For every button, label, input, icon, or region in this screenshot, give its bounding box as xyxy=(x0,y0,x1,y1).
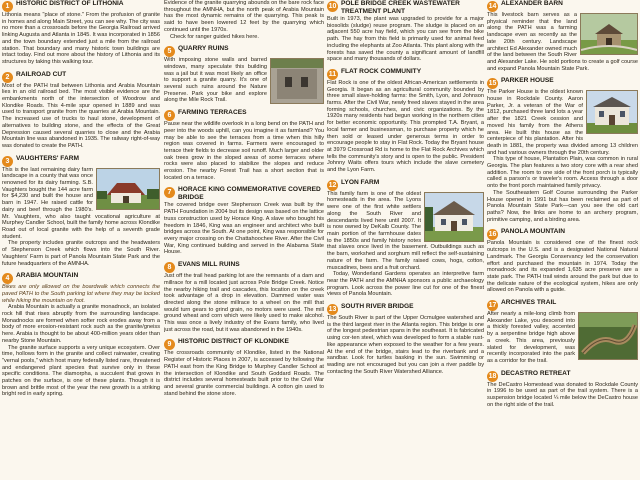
marker-number: 13 xyxy=(328,306,337,314)
entry-decastro-retreat xyxy=(487,370,638,409)
entry-title: DECASTRO RETREAT xyxy=(501,369,571,377)
entry-evans-mill-ruins xyxy=(164,261,324,333)
entry-title: HISTORIC DISTRICT OF KLONDIKE xyxy=(178,338,289,346)
entry-title: RAILROAD CUT xyxy=(16,70,67,78)
entry-title: VAUGHTERS' FARM xyxy=(16,154,79,162)
barn-photo xyxy=(96,168,160,210)
entry-text: This type of house, Plantation Plain, was common in rural Georgia. The plan features a two story core with a rear shed addition. The room to one side of the front porch is typically called a parson's or traveler's room. Access through a door onto the front porch maintained family privacy. xyxy=(487,156,638,190)
entry-railroad-cut xyxy=(2,71,160,150)
entry-quarry-ruins xyxy=(164,45,324,104)
entry-text: Lithonia means "place of stone." From the profusion of granite in homes and along Main Street, you can see why. The city was no more than a crossroads before the Georgia Railroad arrived linking Augusta and Atlanta in 1845. It was incorporated in 1856 and the town boundary extended just a mile from the railroad station. That boundary and many historic town buildings are intact today. Find out more about the history of Lithonia and its structures by taking this walking tour. xyxy=(2,12,160,65)
marker-number: 6 xyxy=(164,110,175,121)
marker-number: 4 xyxy=(2,273,13,284)
marker-number: 12 xyxy=(328,181,337,189)
entry-text: Arabia Mountain is actually a granite monadnock, an isolated rock hill that rises abruptly from the surrounding landscape. Monadnocks are formed when softer rock erodes away from a body of more erosion-resistant rock such as the granite/gneiss here. Arabia is thought to be about 400-million years older than nearby Stone Mountain. xyxy=(2,304,160,344)
entry-south-river-bridge xyxy=(327,303,484,375)
entry-text: The property includes granite outcrops and the headwaters of Stephenson Creek which flows into the South River. Vaughters' Farm is part of Panola Mountain State Park and the future headquarters of the AMNHA. xyxy=(2,240,160,267)
entry-text: With imposing stone walls and barred windows, many speculate this building was a jail but it was most likely an office to support a granite quarry. It's one of several such ruins around the Nature Preserve. Park your bike and explore along the Mile Rock Trail. xyxy=(164,57,267,104)
entry-text: Panola Mountain is considered one of the finest rock outcrops in the U.S. and is a designated National Natural Landmark. The Georgia Conservancy led the conservation effort and purchased the mountain in 1974. Today the monadnock and its expanded 1,635 acre preserve are a state park. The PATH trail winds around the park but due to the delicate nature of the ecological system, hikes are only allowed on Panola with a guide. xyxy=(487,240,638,294)
entry-text: Flat Rock is one of the oldest African-American settlements in Georgia. It began as an agricultural community bounded by three small slave-holding farms: the Smith, Lyon, and Johnson farms. After the Civil War, newly freed slaves stayed in the area forming schools, churches, and civic organizations. By the 1920s many residents had begun working in the northern cities for better economic opportunity. This prompted T.A. Bryant, a local farmer and businessman, to purchase property which he then sold or leased under generous terms in order to encourage people to stay in Flat Rock. Today the Bryant house at 3979 Crossroad Rd is home to the Flat Rock Archives which tells the community's story and is open to the public. President Johnny Waits offers tours which include the slave cemetery and the Lyon Farm. xyxy=(327,79,484,174)
entry-title: SOUTH RIVER BRIDGE xyxy=(341,303,414,311)
entry-alexander-barn xyxy=(487,0,638,72)
entry-title: PANOLA MOUNTAIN xyxy=(501,228,565,236)
quarry-ruins-photo xyxy=(270,58,324,104)
entry-title: HISTORIC DISTRICT OF LITHONIA xyxy=(16,0,124,7)
entry-parker-house xyxy=(487,77,638,223)
entry-text: This is the last remaining dairy farm landscape in a county that was once renowned for its dairy farming. S.B. Vaughters bought the 144 acre farm for $4,230 and built the house and barn in 1947. He raised cattle for dairy and beef through the 1980's. Mr. Vaughters, who also taught vocational agriculture at Murphey Candler School, built the family home across Klondike Road out of local granite with the help of a seventh grade student. xyxy=(2,166,160,240)
entry-text: The crossroads community of Klondike, listed in the National Register of Historic Places in 2007, is accessed by following the PATH east from the King Bridge to Murphey Candler School at the intersection of Klondike and South Goddard Roads. The district includes several homesteads built prior to the Civil War and several granite commercial buildings. A cotton gin used to stand behind the stone store. xyxy=(164,350,324,397)
entry-text: The DeCastro Homestead was donated to Rockdale County in 1996 to be used as part of the trail system. There is a suspension bridge located ¼ mile below the DeCastro house on the right side of the trail. xyxy=(487,381,638,408)
column-1 xyxy=(2,0,160,480)
marker-number: 14 xyxy=(488,3,497,10)
entry-arabia-mountain xyxy=(2,272,160,398)
entry-historic-district-klondike xyxy=(164,338,324,397)
marker-number: 16 xyxy=(488,231,497,239)
entry-title: FLAT ROCK COMMUNITY xyxy=(341,67,422,75)
entry-text: Most of the PATH trail between Lithonia and Arabia Mountain lies in an old railroad bed. The most visible evidence are the embankments north of the intersection of Woodrow and Klondike Roads. This 4-mile spur opened in 1889 and was used to transport granite from the quarries at Arabia Mountain. The increased use of trucks to haul stone, development of alternatives to building stone, and the effects of the Great Depression caused several quarries to close and the Arabia Mountain line was abandoned in 1935. The railway right-of-way was donated to create the PATH. xyxy=(2,82,160,149)
serpentine-bridge-photo xyxy=(578,312,638,360)
entry-text: Evidence of the granite quarrying abounds on the bare rock face throughout the AMNHA, but the north peak of Arabia Mountain has the most dynamic remains of the quarrying. This peak is said to have been lowered 12 feet by the quarrying which continued until the 1970s. xyxy=(164,0,324,33)
entry-farming-terraces xyxy=(164,109,324,181)
entry-text: The covered bridge over Stephenson Creek was built by the PATH Foundation in 2004 but its design was based on the lattice truss construction used by Horace King. A slave who bought his freedom in 1846, King was an engineer and architect who built bridges across the South. At one point, King was responsible for every major crossing on the Chattahoochee River. After the Civil War, King continued building and served in the Alabama State House. xyxy=(164,202,324,256)
entry-text: This family farm is one of the oldest homesteads in the area. The Lyons were one of the first white settlers along the South River and descendants lived here until 2007. It is now owned by DeKalb County. The main portion of the farmhouse dates to the 1850s and family history notes that slaves once lived in the basement. Outbuildings such as the barn, workshed and sorghum mill reflect the self-sustaining nature of the farm. The family raised cows, hogs, cotton, muscadines, bees and a fruit orchard. xyxy=(327,190,484,271)
column-2 xyxy=(164,0,324,480)
marker-number: 8 xyxy=(164,262,175,273)
entry-lyon-farm xyxy=(327,179,484,298)
marker-number: 10 xyxy=(328,3,337,10)
alexander-barn-photo xyxy=(580,13,638,55)
entry-note: Bikes are only allowed on the boardwalk which connects the paved PATH to the South parking lot where they may be locked while hiking the mountain on foot. xyxy=(2,284,160,304)
entry-text: The Southeastern Golf Course surrounding the Parker House opened in 1991 but has been reclaimed as part of Panola Mountain State Park—can you see the old cart paths? Now, the links are home to an archery program, primitive camping, and a birding area. xyxy=(487,189,638,223)
marker-number: 5 xyxy=(164,46,175,57)
entry-title: PARKER HOUSE xyxy=(501,77,554,85)
entry-title: ALEXANDER BARN xyxy=(501,0,563,7)
entry-text: Today, Wonderland Gardens operates an interpretive farm near the PATH and the AMNHA sponsors a public archaeology program. Look across the power line cut for one of the finest views of Panola Mountain. xyxy=(327,271,484,298)
entry-text: The granite surface supports a very unique ecosystem. Over time, hollows form in the granite and collect rainwater, creating "vernal pools," which host many federally listed rare, threatened and endangered plant species that survive only in these specific conditions. The diamorpha, a succulent that grows in patches on the surface, is one of these plants. Though it is brown and brittle most of the year the new growth is a striking bright red in early spring. xyxy=(2,344,160,398)
entry-title: POLE BRIDGE CREEK WASTEWATER TREATMENT PLANT xyxy=(341,0,460,15)
marker-number: 11 xyxy=(328,70,337,78)
entry-text: After nearly a mile-long climb from Alexander Lake, you descend into a thickly forested valley, accented by a serpentine bridge high above a creek. This area, previously slated for development, was recently incorporated into the park as a corridor for the trail. xyxy=(487,311,575,364)
entry-historic-district-lithonia xyxy=(2,0,160,66)
entry-text: Just off the trail head parking lot are the remnants of a dam and millrace for a mill located just across Pole Bridge Creek. Notice the nearby hiking trail and cascades, this location on the creek took advantage of a drop in elevation. Dammed water was directed along the stone millrace to a wheel on the mill that would turn gears to grind grain, no motors were used. The mill ground wheat and corn which were likely used to make alcohol. This was once a lively industry of the Evans family, who lived just across the road, but it was abandoned in the 1940s. xyxy=(164,273,324,333)
marker-number: 2 xyxy=(2,72,13,83)
entry-text: The South River is part of the Upper Ocmulgee watershed and is the third largest river in the Atlanta region. This bridge is one of the longest pedestrian spans in the southeast. It is fabricated using cor-ten steel, which was developed to form a stable rust-like appearance when exposed to the weather for a few years. At the end of the bridge, stairs lead to the riverbank and a sandbar. Look for turtles basking in the sun. Swimming or wading are not encouraged but you can join a river paddle by contacting the South River Watershed Alliance. xyxy=(327,315,484,375)
marker-number: 7 xyxy=(164,187,175,198)
entry-panola-mountain xyxy=(487,228,638,294)
entry-text: Pause near the wildlife overlook in a long bend on the PATH and peer into the woods uphill, can you imagine it as farmland? You may be able to see the terraces from a time when this hilly region was covered in farms. Farmers were encouraged to terrace their fields to decrease soil runoff. Much larger and older oak trees grow in the sloped areas of some terraces where rocks were also placed to stabilize the slopes and reduce erosion. The nearby Forest Trail has a short section that is located on a terrace. xyxy=(164,121,324,181)
parker-house-photo xyxy=(586,90,638,134)
entry-title: LYON FARM xyxy=(341,178,380,186)
marker-number: 18 xyxy=(488,372,497,380)
entry-horace-king-bridge xyxy=(164,186,324,256)
entry-vaughters-farm xyxy=(2,155,160,268)
column-3 xyxy=(327,0,484,480)
entry-text: This livestock barn serves as a physical reminder that the land along the PATH was a farming landscape even as recently as the late 20th century. Landscape architect Ed Alexander owned much of the land between the South River and Alexander Lake. He sold portions to create a golf course and expand Panola Mountain State Park. xyxy=(487,12,638,72)
entry-title: EVANS MILL RUINS xyxy=(178,261,240,269)
entry-arabia-continued xyxy=(164,0,324,40)
marker-number: 17 xyxy=(488,302,497,310)
entry-flat-rock-community xyxy=(327,68,484,174)
marker-number: 3 xyxy=(2,156,13,167)
column-4 xyxy=(487,0,638,480)
entry-title: HORACE KING COMMEMORATIVE COVERED BRIDGE xyxy=(178,186,321,202)
entry-text: The Parker House is the oldest known house in Rockdale County. Aaron Parker, Jr. a veteran of the War of 1812, purchased three land lots a year after the 1821 Creek cession and moved his family from the Athens area. He built this house as the centerpiece of his plantation. After his death in 1881, the property was divided among 13 children and had various owners through the 20th century. xyxy=(487,89,638,156)
entry-text: Check for ranger guided hikes here. xyxy=(170,33,259,40)
entry-title: ARABIA MOUNTAIN xyxy=(16,272,79,280)
marker-number: 9 xyxy=(164,339,175,350)
entry-title: QUARRY RUINS xyxy=(178,45,229,53)
entry-archives-trail xyxy=(487,299,638,365)
entry-text: Built in 1973, the plant was upgraded to provide for a major biosolids (sludge) reuse program. The sludge is placed on an adjacent 550 acre hay field, which you can see from the bike path. The hay from this field is primarily used for animal feed including the elephants at Zoo Atlanta. This plant along with the forests has saved the county a significant amount of landfill space and many thousands of dollars. xyxy=(327,16,484,63)
entry-title: FARMING TERRACES xyxy=(178,109,247,117)
entry-pole-bridge-creek xyxy=(327,0,484,63)
lyon-farmhouse-photo xyxy=(424,192,484,242)
marker-number: 15 xyxy=(488,80,497,88)
entry-title: ARCHIVES TRAIL xyxy=(501,299,557,307)
marker-number: 1 xyxy=(2,1,13,12)
